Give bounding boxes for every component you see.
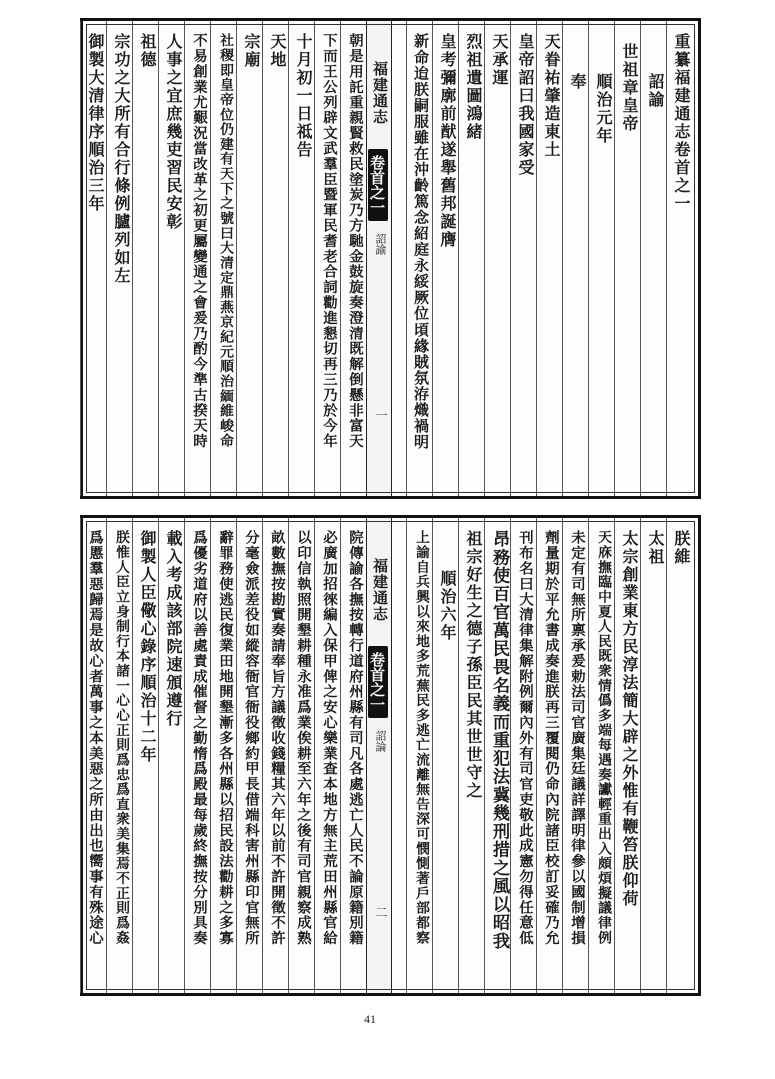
text-column (262, 518, 289, 993)
column-text: 天承運 (490, 33, 509, 87)
column-text: 皇帝詔曰我國家受 (516, 33, 535, 177)
spine-subtitle: 詔諭 (374, 233, 387, 255)
column-text: 載入考成該部院速頒遵行 (164, 530, 183, 728)
text-column (432, 518, 459, 993)
text-column (340, 518, 367, 993)
text-column (562, 518, 589, 993)
text-column (666, 21, 693, 496)
column-text: 世祖章皇帝 (620, 43, 639, 133)
column-text: 皇考彌廓前猷遂舉舊邦誕膺 (438, 33, 457, 249)
spine-title: 福建通志 (371, 558, 389, 622)
column-text: 順治元年 (594, 73, 613, 145)
text-column (158, 21, 185, 496)
column-text: 詔諭 (646, 73, 665, 109)
text-column (562, 21, 589, 496)
text-column (406, 518, 433, 993)
text-column (458, 518, 485, 993)
page-number: 41 (364, 1012, 376, 1026)
column-text: 太祖 (646, 530, 665, 566)
column-text: 祖宗好生之德子孫臣民其世世守之 (464, 530, 483, 800)
text-column (158, 518, 185, 993)
text-column (314, 518, 341, 993)
text-column (132, 518, 159, 993)
text-column (588, 518, 615, 993)
column-text: 上諭自兵興以來地多荒蕪民多逃亡流離無告深可憫惻著戶部都察 (413, 530, 429, 945)
column-text: 朝是用託重親賢救民塗炭乃方馳金鼓旋奏澄清既解倒懸非富天 (347, 33, 364, 449)
column-text: 順治六年 (438, 570, 457, 642)
text-column (510, 21, 537, 496)
column-text: 劑量期於平允書成奏進朕再三覆閱仍命內院諸臣校訂妥確乃允 (543, 530, 560, 946)
text-column (80, 21, 107, 496)
column-text: 爲慝羣惡歸焉是故心者萬事之本美惡之所由出也嚮事有殊途心 (87, 530, 104, 946)
text-column (80, 518, 107, 993)
text-column (210, 21, 237, 496)
column-text: 祖德 (138, 33, 157, 69)
column-text: 爲優劣道府以善處責成催督之勤惰爲殿最每歲終撫按分別具奏 (191, 530, 208, 946)
column-text: 重纂福建通志卷首之一 (672, 33, 691, 213)
text-column (184, 21, 211, 496)
text-column (184, 518, 211, 993)
text-column (106, 518, 133, 993)
column-text: 天地 (268, 33, 287, 69)
column-text: 人事之宜庶幾吏習民安彰 (164, 33, 183, 231)
top-page-frame (80, 18, 701, 499)
bottom-page-frame (80, 515, 701, 996)
spine-volume-label: 卷首之一 (368, 646, 388, 718)
text-column (536, 21, 563, 496)
column-text: 下而王公列辟文武羣臣暨軍民耆老合詞勸進懇切再三乃於今年 (321, 33, 338, 449)
text-column (236, 518, 263, 993)
text-column (614, 518, 641, 993)
top-spine (366, 21, 392, 496)
text-column (406, 21, 433, 496)
text-column (640, 518, 667, 993)
text-column (640, 21, 667, 496)
text-column (588, 21, 615, 496)
column-text: 必廣加招徠編入保甲俾之安心樂業查本地方無主荒田州縣官給 (321, 530, 338, 946)
spine-volume-label: 卷首之一 (368, 149, 388, 221)
column-text: 御製大清律序順治三年 (86, 33, 105, 213)
column-text: 太宗創業東方民淳法簡大辟之外惟有鞭笞朕仰荷 (620, 530, 639, 908)
column-text: 以印信執照開墾耕種永准爲業俟耕至六年之後有司官親察成熟 (295, 530, 312, 946)
column-text: 院傳諭各撫按轉行道府州縣有司凡各處逃亡人民不論原籍別籍 (347, 530, 364, 946)
column-text: 奉 (568, 73, 587, 91)
column-text: 天眷祐肇造東土 (542, 33, 561, 159)
bottom-spine (366, 518, 392, 993)
text-column (432, 21, 459, 496)
column-text: 不易創業尤艱況當改革之初更屬變通之會爰乃酌今準古揆天時 (191, 33, 208, 449)
column-text: 畝數撫按勘實奏請奉旨方議徵收錢糧其六年以前不許開徵不許 (269, 530, 286, 946)
text-column (132, 21, 159, 496)
spine-page-number: 二 (374, 906, 388, 918)
column-text: 天庥撫臨中夏人民既衆情僞多端每遇奏讞輕重出入頗煩擬議律例 (595, 530, 611, 945)
column-text: 昂務使百官萬民畏名義而重犯法冀幾刑措之風以昭我 (489, 530, 509, 950)
column-text: 十月初一日祗告 (294, 33, 313, 159)
column-text: 社稷即皇帝位仍建有天下之號曰大清定鼎燕京紀元順治緬維峻命 (217, 33, 233, 448)
text-column (484, 21, 511, 496)
top-page (0, 8, 775, 508)
spine-subtitle: 詔論 (374, 730, 387, 752)
column-text: 新命迨朕嗣服雖在沖齡篤念紹庭永綏厥位頃緣賊氛洊熾禍明 (412, 33, 430, 450)
text-column (340, 21, 367, 496)
column-text: 御製人臣儆心錄序順治十二年 (138, 530, 157, 764)
text-column (510, 518, 537, 993)
text-column (666, 518, 693, 993)
column-text: 朕惟人臣立身制行本諸一心心正則爲忠爲直衆美集焉不正則爲姦 (113, 530, 129, 945)
column-text: 分毫僉派差役如縱容衙官衙役鄉約甲長借端科害州縣印官無所 (243, 530, 260, 946)
text-column (484, 518, 511, 993)
text-column (236, 21, 263, 496)
text-column (458, 21, 485, 496)
text-column (314, 21, 341, 496)
bottom-page (0, 505, 775, 1005)
column-text: 未定有司無所禀承爰勅法司官廣集廷議詳譯明律參以國制增損 (569, 530, 586, 946)
text-column (288, 518, 315, 993)
column-text: 辭罪務使逃民復業田地開墾漸多各州縣以招民設法勸耕之多寡 (217, 530, 234, 946)
column-text: 刊布名曰大清律集解附例爾內外有司官吏敬此成憲勿得任意低 (517, 530, 534, 946)
text-column (210, 518, 237, 993)
column-text: 朕維 (672, 530, 691, 566)
text-column (614, 21, 641, 496)
text-column (288, 21, 315, 496)
column-text: 宗廟 (242, 33, 261, 69)
text-column (536, 518, 563, 993)
spine-title: 福建通志 (371, 61, 389, 125)
column-text: 烈祖遺圖鴻緒 (464, 33, 483, 141)
column-text: 宗功之大所有合行條例臚列如左 (112, 33, 131, 285)
text-column (262, 21, 289, 496)
text-column (106, 21, 133, 496)
spine-page-number: 一 (374, 409, 388, 421)
